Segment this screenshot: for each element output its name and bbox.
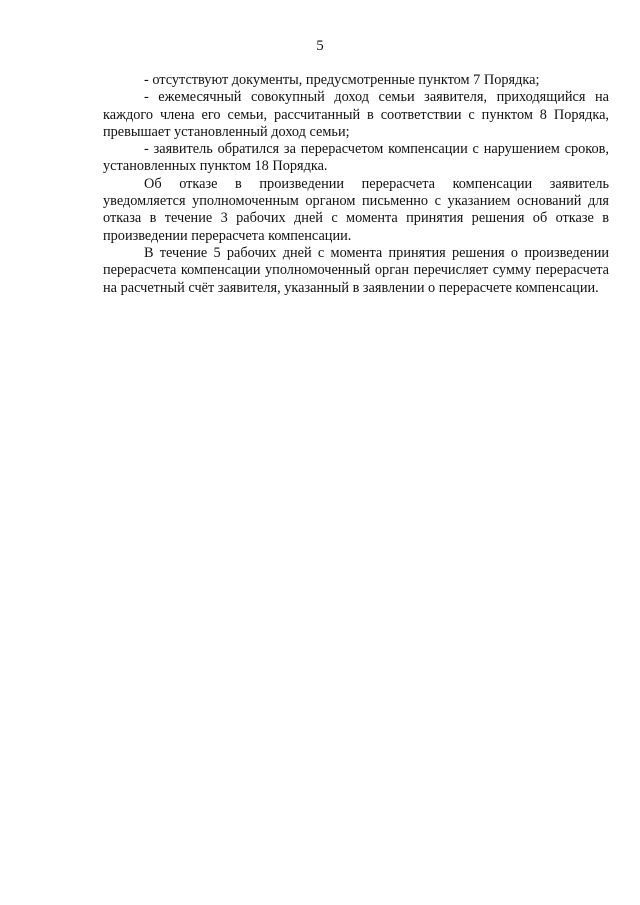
list-item-missing-documents: - отсутствуют документы, предусмотренные пунктом 7 Порядка; — [144, 72, 540, 88]
list-item-income-exceeds: - ежемесячный совокупный доход семьи заявителя, приходящийся на каждого члена его семьи, рассчитанный в соответствии с пунктом 8 Порядка, превышает установленный доход семьи; — [103, 89, 609, 140]
paragraph-refusal-notice: Об отказе в произведении перерасчета компенсации заявитель уведомляется уполномоченным органом письменно с указанием оснований для отказа в течение 3 рабочих дней с момента принятия решения об отказе в произведении перерасчета компенсации. — [103, 175, 609, 244]
page-number: 5 — [316, 38, 324, 54]
paragraph-payment-transfer: В течение 5 рабочих дней с момента принятия решения о произведении перерасчета компенсации уполномоченный орган перечисляет сумму перерасчета на расчетный счёт заявителя, указанный в заявлении о перерасчете компенсации. — [103, 244, 609, 296]
list-item-deadline-violation: - заявитель обратился за перерасчетом компенсации с нарушением сроков, установленных пунктом 18 Порядка. — [103, 141, 609, 175]
document-body — [103, 72, 609, 297]
